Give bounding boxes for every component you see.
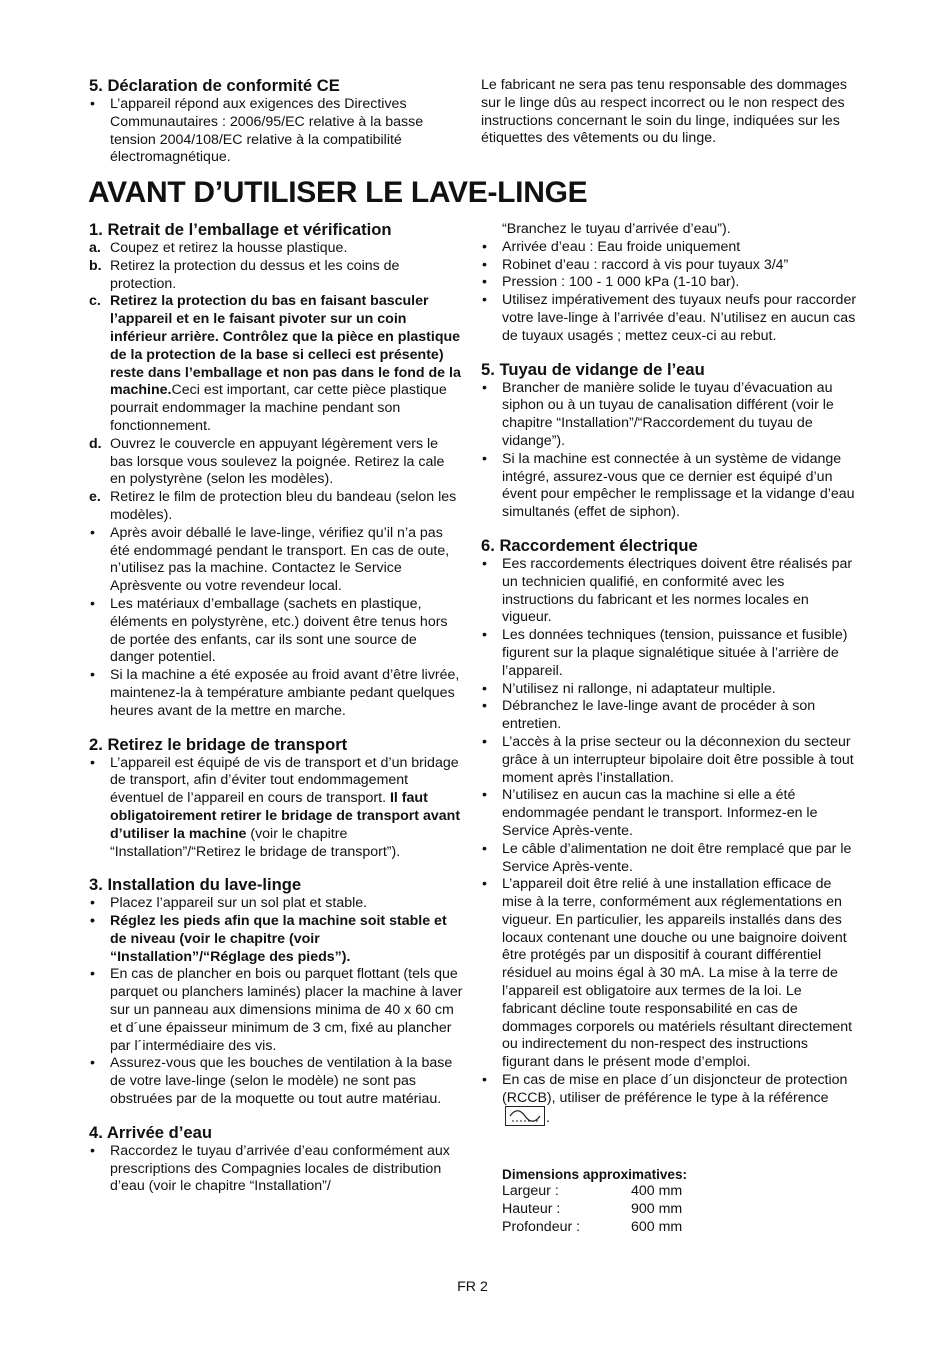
bullet-icon: • xyxy=(482,274,487,291)
section-transport xyxy=(89,735,464,862)
list-item: • Si la machine a été exposée au froid avant d’être livrée, maintenez-la à température ambiante pedant quelques heures avant de la mettre en marche. xyxy=(90,667,460,719)
list-item: • Réglez les pieds afin que la machine soit stable et de niveau (voir le chapitre (voir “Installation”/“Réglage des pieds”). xyxy=(90,913,447,965)
section-drain xyxy=(481,360,859,522)
bullet-icon: • xyxy=(482,876,487,893)
bullet-icon: • xyxy=(90,754,95,771)
list-item: • Après avoir déballé le lave-linge, vérifiez qu’il n’a pas été endommagé pendant le transport. En cas de oute, n’utilisez pas la machine. Contactez le Service Aprèsvente ou votre revendeur local. xyxy=(90,524,450,595)
dimensions-block xyxy=(481,1166,859,1237)
page-number: FR 2 xyxy=(457,1279,488,1295)
dimension-row: Profondeur : 600 mm xyxy=(502,1219,683,1236)
bullet-icon: • xyxy=(482,256,487,273)
rccb-type-icon xyxy=(505,1106,545,1126)
list-item: • Raccordez le tuyau d’arrivée d’eau conformément aux prescriptions des Compagnies locales de distribution d’eau (voir le chapitre “Installation”/ xyxy=(90,1142,450,1195)
list-item: • En cas de mise en place d´un disjoncteur de protection (RCCB), utiliser de préférence le type à la référence . xyxy=(482,1072,848,1126)
section-heading: 5. Tuyau de vidange de l’eau xyxy=(481,359,705,379)
top-left-column xyxy=(89,76,464,167)
list-item: • Ees raccordements électriques doivent être réalisés par un technicien qualifié, en conformité avec les instructions du fabricant et les normes locales en vigueur. xyxy=(482,555,853,626)
section-installation xyxy=(89,875,464,1109)
list-item: • Placez l’appareil sur un sol plat et stable. xyxy=(90,895,368,912)
section-heading-declaration: 5. Déclaration de conformité CE xyxy=(89,76,340,95)
section-heading: 1. Retrait de l’emballage et vérification xyxy=(89,220,392,239)
declaration-list xyxy=(89,96,464,167)
bullet-icon: • xyxy=(482,733,487,750)
list-item: d. Ouvrez le couvercle en appuyant légèrement vers le bas lorsque vous soulevez la poignée. Retirez la cale en polystyrène (selon les modèles). xyxy=(89,435,445,488)
list-item: • N’utilisez en aucun cas la machine si elle a été endommagée pendant le transport. Informez-en le Service Après-vente. xyxy=(482,787,818,839)
left-column xyxy=(89,220,464,1210)
bullet-icon: • xyxy=(90,1055,95,1072)
bullet-icon: • xyxy=(482,627,487,644)
section-heading: 6. Raccordement électrique xyxy=(481,535,698,555)
bullet-icon: • xyxy=(90,524,95,541)
list-item: b. Retirez la protection du dessus et les coins de protection. xyxy=(89,257,400,292)
list-item: c. Retirez la protection du bas en faisant basculer l’appareil et en le faisant pivoter sur un coin inférieur arrière. Contrôlez que la pièce en plastique de la protection de la base si celleci est présente) reste dans l’emballage et non pas dans le fond de la machine.Ceci est important, car cette pièce plastique pourrait endommager la machine pendant son fonctionnement. xyxy=(89,293,461,434)
bullet-icon: • xyxy=(90,966,95,983)
manufacturer-disclaimer: Le fabricant ne sera pas tenu responsable des dommages sur le linge dûs au respect incorrect ou le non respect des instructions concernant le soin du linge, indiquées sur les étiquettes des vêtements ou du linge. xyxy=(481,77,847,147)
list-item: • Débranchez le lave-linge avant de procéder à son entretien. xyxy=(482,698,816,733)
bullet-icon: • xyxy=(482,787,487,804)
bullet-icon: • xyxy=(90,595,95,612)
list-item: • N’utilisez ni rallonge, ni adaptateur multiple. xyxy=(482,680,776,697)
list-item: • L’appareil doit être relié à une installation efficace de mise à la terre, conformément aux réglementations en vigueur. En particulier, les appareils installés dans des locaux contenant une douche ou une baignoire doivent être protégés par un dispositif à courant différentiel résiduel au moins égal à 30 mA. La mise à la terre de l’appareil est obligatoire aux termes de la loi. Le fabricant décline toute responsabilité en cas de dommages corporels ou matériels résultant directement ou indirectement du non-respect des instructions figurant dans le présent mode d’emploi. xyxy=(482,876,853,1071)
bullet-icon: • xyxy=(482,292,487,309)
section-water-inlet-cont xyxy=(481,221,859,346)
bullet-icon: • xyxy=(482,840,487,857)
section-electrical xyxy=(481,536,859,1128)
list-item: a. Coupez et retirez la housse plastique. xyxy=(89,240,348,256)
bullet-icon: • xyxy=(482,379,487,396)
list-item: • Brancher de manière solide le tuyau d’évacuation au siphon ou à un tuyau de canalisation différent (voir le chapitre “Installation”/“Raccordement du tuyau de vidange”). xyxy=(482,379,834,449)
dimensions-heading: Dimensions approximatives: xyxy=(502,1166,688,1182)
right-column xyxy=(481,221,859,1237)
list-item: • L’appareil répond aux exigences des Directives Communautaires : 2006/95/EC relative à la basse tension 2004/108/EC relative à la compatibilité électromagnétique. xyxy=(90,96,424,166)
list-item: • Robinet d’eau : raccord à vis pour tuyaux 3/4” xyxy=(482,256,789,273)
list-item: • Assurez-vous que les bouches de ventilation à la base de votre lave-linge (selon le modèle) ne sont pas obstruées par de la moquette ou tout autre matériau. xyxy=(90,1055,453,1108)
list-item: “Branchez le tuyau d’arrivée d’eau”). xyxy=(502,221,731,237)
bullet-icon: • xyxy=(482,698,487,715)
bullet-icon: • xyxy=(482,238,487,255)
section-heading: 4. Arrivée d’eau xyxy=(89,1122,212,1142)
list-item: • Les données techniques (tension, puissance et fusible) figurent sur la plaque signalétique située à l’arrière de l’appareil. xyxy=(482,627,848,679)
bullet-icon: • xyxy=(90,96,95,112)
section-heading: 2. Retirez le bridage de transport xyxy=(89,734,348,754)
list-item: • Le câble d’alimentation ne doit être remplacé que par le Service Après-vente. xyxy=(482,840,852,875)
bullet-icon: • xyxy=(482,680,487,697)
top-right-column xyxy=(481,77,859,148)
list-item: • Arrivée d’eau : Eau froide uniquement xyxy=(482,238,741,255)
bullet-icon: • xyxy=(90,1142,95,1159)
list-item: e. Retirez le film de protection bleu du bandeau (selon les modèles). xyxy=(89,489,457,523)
list-item: • L’accès à la prise secteur ou la déconnexion du secteur grâce à un interrupteur bipolaire doit être possible à tout moment après l’installation. xyxy=(482,733,854,786)
section-heading: 3. Installation du lave-linge xyxy=(89,875,302,895)
list-item: • Pression : 100 - 1 000 kPa (1-10 bar). xyxy=(482,274,740,291)
bullet-icon: • xyxy=(482,555,487,572)
bullet-icon: • xyxy=(482,1072,487,1089)
bullet-icon: • xyxy=(482,450,487,467)
list-item: • En cas de plancher en bois ou parquet flottant (tels que parquet ou planchers laminés) placer la machine à laver sur un panneau aux dimensions minima de 40 x 60 cm et d´une épaisseur minimum de 3 cm, fixé au plancher par l´intermédiaire des vis. xyxy=(90,966,463,1054)
dimension-row: Largeur : 400 mm xyxy=(502,1183,683,1200)
section-unpacking xyxy=(89,220,464,721)
dimension-row: Hauteur : 900 mm xyxy=(502,1201,683,1218)
list-item: • Utilisez impérativement des tuyaux neufs pour raccorder votre lave-linge à l’arrivée d’eau. N’utilisez en aucun cas de tuyaux usagés ; mettez ceux-ci au rebut. xyxy=(482,292,857,344)
bullet-icon: • xyxy=(90,913,95,930)
bullet-icon: • xyxy=(90,667,95,684)
list-item: • L’appareil est équipé de vis de transport et d’un bridage de transport, afin d’éviter tout endommagement éventuel de l’appareil en cours de transport. Il faut obligatoirement retirer le bridage de transport avant d’utiliser la machine (voir le chapitre “Installation”/“Retirez le bridage de transport”). xyxy=(90,754,461,860)
list-item: • Si la machine est connectée à un système de vidange intégré, assurez-vous que ce dernier est équipé d’un évent pour empêcher le remplissage et la vidange d’eau simultanés (effet de siphon). xyxy=(482,450,855,521)
page-title: AVANT D’UTILISER LE LAVE-LINGE xyxy=(88,176,588,209)
list-item: • Les matériaux d’emballage (sachets en plastique, éléments en polystyrène, etc.) doivent être tenus hors de portée des enfants, car ils sont une source de danger potentiel. xyxy=(90,595,448,666)
section-water-inlet xyxy=(89,1123,464,1196)
bullet-icon: • xyxy=(90,895,95,912)
